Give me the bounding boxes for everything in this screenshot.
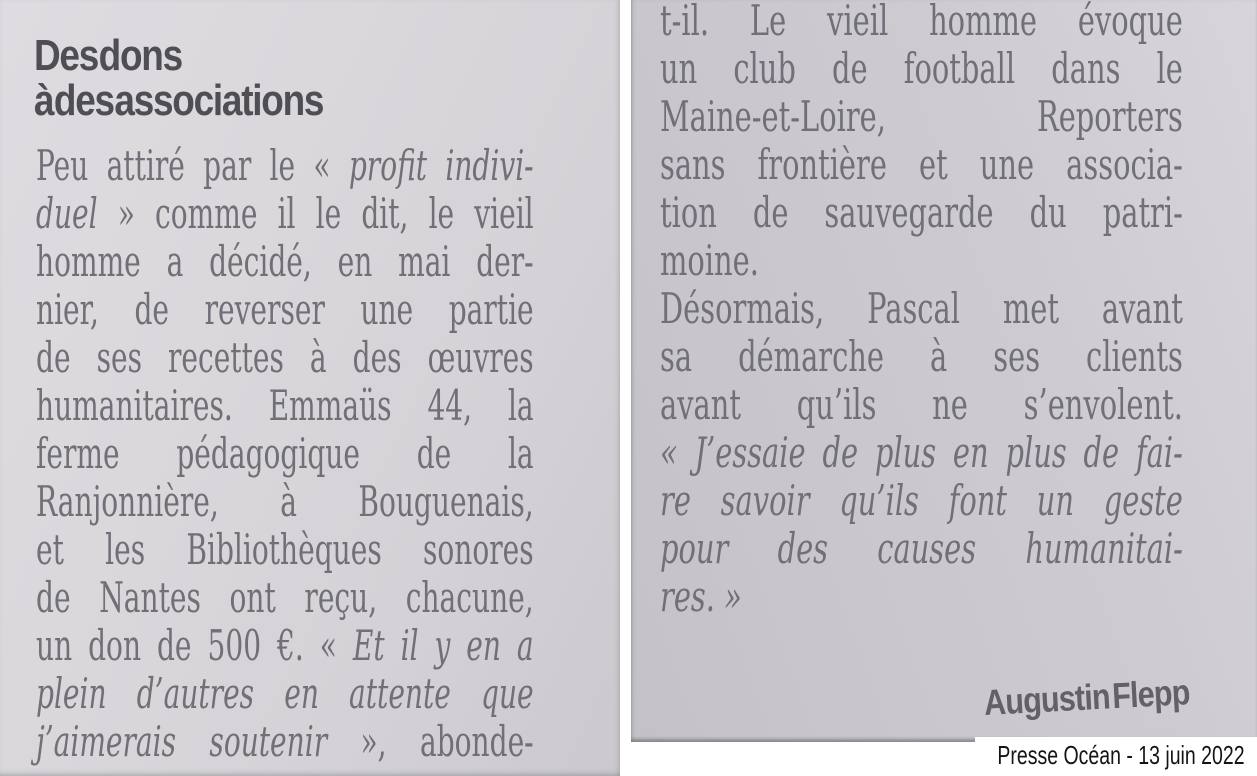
text-line: homme a décidé, en mai der- xyxy=(36,237,534,286)
text-line: moine. xyxy=(660,236,759,285)
text-line: ferme pédagogique de la xyxy=(36,429,534,478)
text-line: res. » xyxy=(660,572,742,621)
text-line: Désormais, Pascal met avant xyxy=(660,284,1183,333)
text-line: Peu attiré par le « profit indivi- xyxy=(36,141,534,190)
source-caption: Presse Océan - 13 juin 2022 xyxy=(997,740,1245,770)
text-line: humanitaires. Emmaüs 44, la xyxy=(36,381,534,430)
text-line: j’aimerais soutenir », abonde- xyxy=(36,717,534,766)
text-line: Maine-et-Loire, Reporters xyxy=(660,92,1183,141)
text-line: un club de football dans le xyxy=(660,44,1183,93)
text-line: « J’essaie de plus en plus de fai- xyxy=(660,428,1183,477)
article-body-right-column xyxy=(660,0,1183,621)
text-line: sa démarche à ses clients xyxy=(660,332,1183,381)
text-line: de ses recettes à des œuvres xyxy=(36,333,534,382)
text-line: t-il. Le vieil homme évoque xyxy=(660,0,1183,45)
headline-line: à des associations xyxy=(34,76,324,125)
text-line: avant qu’ils ne s’envolent. xyxy=(660,380,1183,429)
text-line: duel » comme il le dit, le vieil xyxy=(36,189,534,238)
headline-line: Des dons xyxy=(34,31,182,80)
byline: Augustin Flepp xyxy=(982,671,1191,723)
text-line: pour des causes humanitai- xyxy=(660,524,1183,573)
text-line: nier, de reverser une partie xyxy=(36,285,534,334)
text-line: et les Bibliothèques sonores xyxy=(36,525,534,574)
text-line: tion de sauvegarde du patri- xyxy=(660,188,1183,237)
article-body-left-column xyxy=(36,142,534,766)
text-line: de Nantes ont reçu, chacune, xyxy=(36,573,534,622)
article-headline xyxy=(34,33,323,123)
text-line: sans frontière et une associa- xyxy=(660,140,1183,189)
text-line: plein d’autres en attente que xyxy=(36,669,534,718)
source-caption-strip xyxy=(975,737,1257,776)
text-line: Ranjonnière, à Bouguenais, xyxy=(36,477,534,526)
text-line: re savoir qu’ils font un geste xyxy=(660,476,1183,525)
text-line: un don de 500 €. « Et il y en a xyxy=(36,621,534,670)
